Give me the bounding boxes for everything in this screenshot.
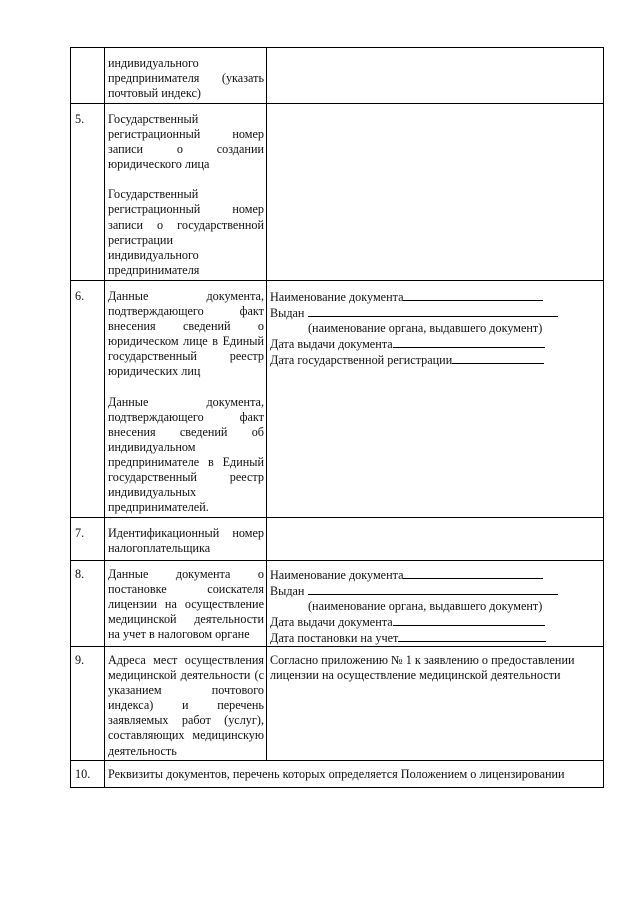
row-8-number: 8.: [75, 567, 85, 581]
row-9-value: Согласно приложению № 1 к заявлению о предоставлении лицензии на осуществление медицинской деятельности: [270, 653, 575, 683]
row-continuation-label: индивидуального предпринимателя (указать почтовый индекс): [108, 56, 264, 101]
row-8-value: [270, 567, 602, 646]
doc-name-label: Наименование документа: [270, 568, 404, 582]
registration-date-blank[interactable]: [452, 352, 544, 364]
issued-label: Выдан: [270, 584, 305, 599]
row-9-label: Адреса мест осуществления медицинской деятельности (с указанием почтового индекса) и перечень заявляемых работ (услуг), составляющих медицинскую деятельность: [108, 653, 264, 758]
row-9-number: 9.: [75, 653, 85, 667]
doc-name-blank[interactable]: [403, 567, 543, 579]
doc-name-label: Наименование документа: [270, 290, 404, 304]
row-7-number: 7.: [75, 526, 85, 540]
tax-registration-date-blank[interactable]: [398, 630, 546, 642]
tax-registration-date-label: Дата постановки на учет: [270, 631, 399, 646]
issued-blank[interactable]: [308, 583, 558, 595]
issued-blank[interactable]: [308, 305, 558, 317]
registration-date-label: Дата государственной регистрации: [270, 353, 453, 368]
row-6-number: 6.: [75, 289, 85, 303]
issue-date-label: Дата выдачи документа: [270, 337, 393, 352]
row-6-label: Данные документа, подтверждающего факт внесения сведений о юридическом лице в Единый государственный реестр юридических лиц Данные документа, подтверждающего факт внесения сведений об индивидуальном предпринимателе в Единый государственный реестр индивидуальных предпринимателей.: [108, 289, 264, 515]
issued-label: Выдан: [270, 306, 305, 321]
row-5-number: 5.: [75, 112, 85, 126]
issue-date-blank[interactable]: [393, 614, 545, 626]
issue-date-blank[interactable]: [393, 336, 545, 348]
row-8-label: Данные документа о постановке соискателя лицензии на осуществление медицинской деятельности на учет в налоговом органе: [108, 567, 264, 642]
issue-date-label: Дата выдачи документа: [270, 615, 393, 630]
row-5-label: Государственный регистрационный номер записи о создании юридического лица Государственный регистрационный номер записи о государственной регистрации индивидуального предпринимателя: [108, 112, 264, 277]
row-7-label: Идентификационный номер налогоплательщика: [108, 526, 264, 556]
doc-name-blank[interactable]: [403, 289, 543, 301]
row-6-value: [270, 289, 602, 368]
issuer-caption: (наименование органа, выдавшего документ): [308, 599, 543, 614]
row-10-number: 10.: [75, 767, 91, 781]
row-10-text: Реквизиты документов, перечень которых определяется Положением о лицензировании: [108, 767, 565, 781]
issuer-caption: (наименование органа, выдавшего документ): [308, 321, 543, 336]
